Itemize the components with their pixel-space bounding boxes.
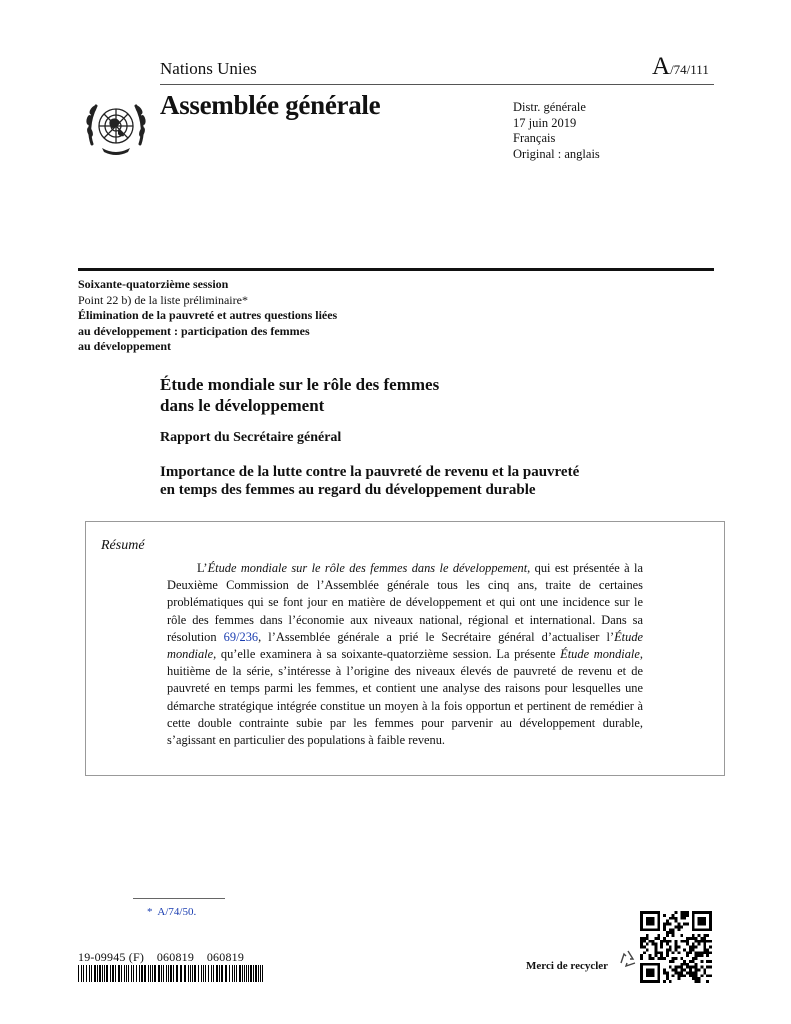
report-type: Rapport du Secrétaire général <box>160 430 342 445</box>
summary-study-title: Étude mondiale sur le rôle des femmes dans le développement <box>207 561 528 575</box>
barcode-icon <box>78 965 263 982</box>
footnote-rule <box>133 898 225 899</box>
footnote <box>147 906 196 918</box>
un-emblem-icon <box>80 92 152 164</box>
recycle-text: Merci de recycler <box>526 960 609 972</box>
document-symbol <box>652 53 709 81</box>
document-title-line-1: Étude mondiale sur le rôle des femmes <box>160 375 440 394</box>
original-language: Original : anglais <box>513 146 600 161</box>
summary-study-short-1: Étude mondiale <box>167 629 644 662</box>
summary-heading: Résumé <box>101 538 145 553</box>
summary-text-start: L’ <box>197 561 208 575</box>
summary-text-end: , huitième de la série, s’intéresse à l’origine des niveaux élevés de pauvreté de revenu et de pauvreté en temps parmi les femmes, et contient une analyse des raisons pour lesquelles une démarche stratégique intégrée constitue un moyen à la fois opportun et pertinent de remédier à cette double contrainte subie par les femmes pour parvenir au développement durable, s’agissant en particulier des populations à faible revenu. <box>167 647 643 748</box>
agenda-item: Point 22 b) de la liste préliminaire* <box>78 292 248 307</box>
symbol-number: /74/111 <box>670 62 709 77</box>
summary-text-mid-1: , qui est présentée à la Deuxième Commission de l’Assemblée générale tous les cinq ans, traite de certaines problématiques qui se font jour en matière de développement et qui ont une incidence sur le rôle des femmes dans l’économie aux niveaux national, régional et international. Dans sa résolution <box>167 561 643 644</box>
issue-date: 17 juin 2019 <box>513 115 577 130</box>
distribution-type: Distr. générale <box>513 100 586 114</box>
document-title-line-2: dans le développement <box>160 396 325 415</box>
agenda-item-title-2: au développement : participation des femmes <box>78 323 310 338</box>
summary-text-mid-3: , qu’elle examinera à sa soixante-quatorzième session. La présente <box>213 647 561 662</box>
footnote-marker: * <box>147 906 153 918</box>
session-block <box>78 277 378 355</box>
qr-code-icon <box>640 911 712 983</box>
agenda-item-title-3: au développement <box>78 339 171 353</box>
document-subtitle-line-1: Importance de la lutte contre la pauvreté de revenu et la pauvreté <box>160 464 580 480</box>
document-title <box>160 374 580 416</box>
header-rule <box>160 84 714 85</box>
summary-study-short-2: Étude mondiale <box>560 647 640 662</box>
document-language: Français <box>513 131 556 145</box>
resolution-link[interactable]: 69/236 <box>223 629 259 644</box>
organization-name: Nations Unies <box>160 59 257 78</box>
assembly-name: Assemblée générale <box>160 90 381 120</box>
summary-text-mid-2: , l’Assemblée générale a prié le Secrétaire général d’actualiser l’ <box>258 629 615 644</box>
document-subtitle <box>160 463 660 499</box>
summary-paragraph <box>167 560 643 749</box>
session-name: Soixante-quatorzième session <box>78 277 229 291</box>
session-rule <box>78 268 714 271</box>
recycle-icon <box>617 948 639 970</box>
symbol-prefix: A <box>652 53 671 80</box>
agenda-item-title-1: Élimination de la pauvreté et autres questions liées <box>78 308 338 322</box>
footnote-reference-link[interactable]: A/74/50. <box>157 906 197 918</box>
job-number: 19-09945 (F) 060819 060819 <box>78 950 245 964</box>
distribution-block <box>513 100 600 162</box>
document-subtitle-line-2: en temps des femmes au regard du développement durable <box>160 482 536 498</box>
